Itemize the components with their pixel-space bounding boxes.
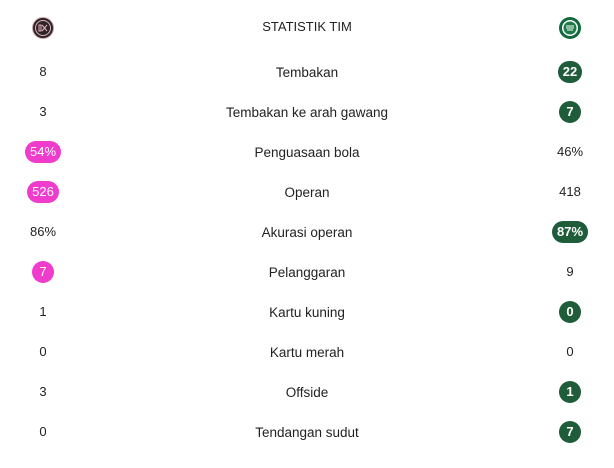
- away-stat-value: 22: [558, 61, 582, 83]
- stat-row: [0, 252, 614, 292]
- stat-row: [0, 372, 614, 412]
- home-stat-cell: [13, 132, 73, 172]
- stats-table: [0, 52, 614, 452]
- away-stat-value: 1: [559, 381, 581, 403]
- stat-row: [0, 132, 614, 172]
- stat-label: Kartu kuning: [269, 304, 345, 320]
- home-stat-cell: [13, 372, 73, 412]
- away-stat-value: 0: [559, 301, 581, 323]
- home-stat-value: 1: [39, 304, 47, 319]
- away-stat-value: 7: [559, 101, 581, 123]
- stat-label: Offside: [285, 384, 329, 400]
- away-stat-value: 87%: [552, 221, 588, 243]
- stat-label: Pelanggaran: [268, 264, 346, 280]
- stat-label: Tembakan: [275, 64, 339, 80]
- away-stat-value: 46%: [556, 144, 584, 159]
- away-stat-value: 9: [566, 264, 574, 279]
- stat-row: [0, 92, 614, 132]
- home-stat-value: 526: [27, 181, 59, 203]
- stat-row: [0, 212, 614, 252]
- away-stat-cell: [540, 212, 600, 252]
- home-stat-value: 54%: [25, 141, 61, 163]
- stat-label: Penguasaan bola: [254, 144, 360, 160]
- stat-row: [0, 292, 614, 332]
- stat-label: Tendangan sudut: [255, 424, 359, 440]
- home-stat-value: 0: [39, 424, 47, 439]
- stat-row: [0, 332, 614, 372]
- home-stat-cell: [13, 52, 73, 92]
- away-stat-cell: [540, 92, 600, 132]
- stat-row: [0, 52, 614, 92]
- home-stat-cell: [13, 292, 73, 332]
- stats-header: [0, 8, 614, 48]
- stat-label: Kartu merah: [269, 344, 345, 360]
- home-stat-cell: [13, 332, 73, 372]
- stat-label: Operan: [284, 184, 330, 200]
- home-stat-value: 8: [39, 64, 47, 79]
- stat-row: [0, 172, 614, 212]
- home-stat-cell: [13, 172, 73, 212]
- home-stat-value: 3: [39, 104, 47, 119]
- away-stat-cell: [540, 52, 600, 92]
- away-stat-value: 418: [559, 184, 581, 199]
- away-stat-cell: [540, 332, 600, 372]
- home-stat-value: 7: [32, 261, 54, 283]
- home-stat-value: 3: [39, 384, 47, 399]
- away-stat-value: 7: [559, 421, 581, 443]
- home-stat-cell: [13, 212, 73, 252]
- stat-label: Akurasi operan: [261, 224, 353, 240]
- home-stat-value: 86%: [29, 224, 57, 239]
- away-stat-cell: [540, 172, 600, 212]
- home-stat-cell: [13, 412, 73, 452]
- stats-title: STATISTIK TIM: [262, 19, 352, 34]
- away-stat-cell: [540, 292, 600, 332]
- away-stat-value: 0: [566, 344, 574, 359]
- stat-label: Tembakan ke arah gawang: [225, 104, 389, 120]
- away-stat-cell: [540, 132, 600, 172]
- home-stat-value: 0: [39, 344, 47, 359]
- home-stat-cell: [13, 92, 73, 132]
- home-stat-cell: [13, 252, 73, 292]
- away-stat-cell: [540, 372, 600, 412]
- stat-row: [0, 412, 614, 452]
- away-stat-cell: [540, 252, 600, 292]
- away-team-logo-icon: [559, 17, 581, 39]
- away-stat-cell: [540, 412, 600, 452]
